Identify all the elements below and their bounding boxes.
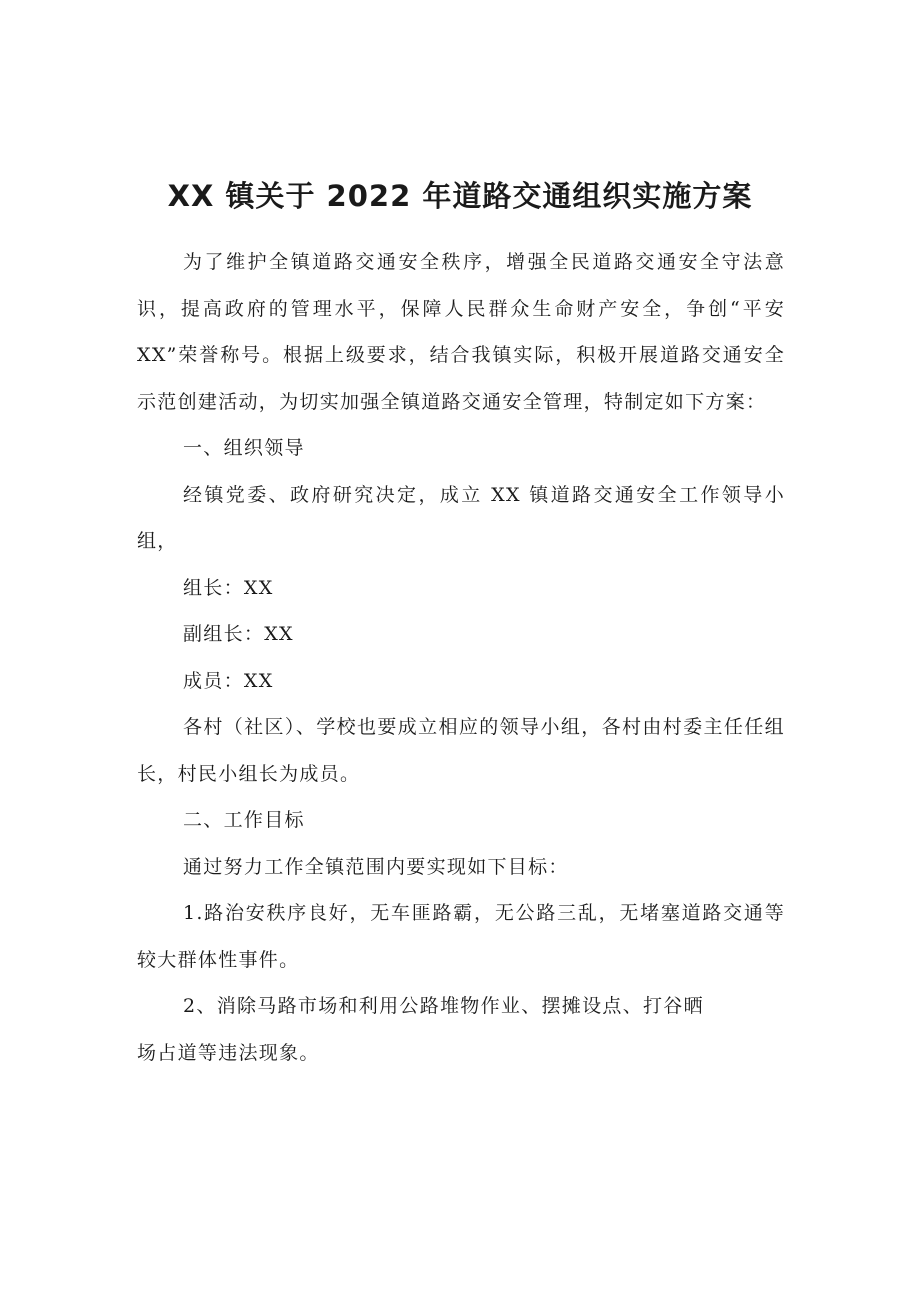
group-leader-line: 组长：XX (183, 576, 274, 599)
section-heading-organization: 一、组织领导 (183, 437, 305, 459)
intro-paragraph: 为了维护全镇道路交通安全秩序，增强全民道路交通安全守法意识，提高政府的管理水平，保障人民群众生命财产安全，争创“平安XX”荣誉称号。根据上级要求，结合我镇实际，积极开展道路交通安全示范创建活动，为切实加强全镇道路交通安全管理，特制定如下方案： (137, 251, 785, 413)
document-body (137, 239, 785, 1076)
deputy-leader-line: 副组长：XX (183, 623, 294, 645)
goal-item-2: 2、消除马路市场和利用公路堆物作业、摆摊设点、打谷晒 (183, 995, 704, 1017)
section-heading-goals: 二、工作目标 (183, 809, 305, 831)
document-title: XX 镇关于 2022 年道路交通组织实施方案 (167, 179, 753, 213)
leadership-group-paragraph: 经镇党委、政府研究决定，成立 XX 镇道路交通安全工作领导小组， (137, 483, 785, 552)
village-groups-paragraph: 各村（社区）、学校也要成立相应的领导小组，各村由村委主任任组长，村民小组长为成员。 (137, 716, 785, 785)
goal-item-2-continued: 场占道等违法现象。 (137, 1041, 320, 1064)
goal-item-1: 1.路治安秩序良好，无车匪路霸，无公路三乱，无堵塞道路交通等较大群体性事件。 (137, 902, 785, 971)
goals-intro-paragraph: 通过努力工作全镇范围内要实现如下目标： (183, 855, 569, 878)
members-line: 成员：XX (183, 669, 274, 692)
